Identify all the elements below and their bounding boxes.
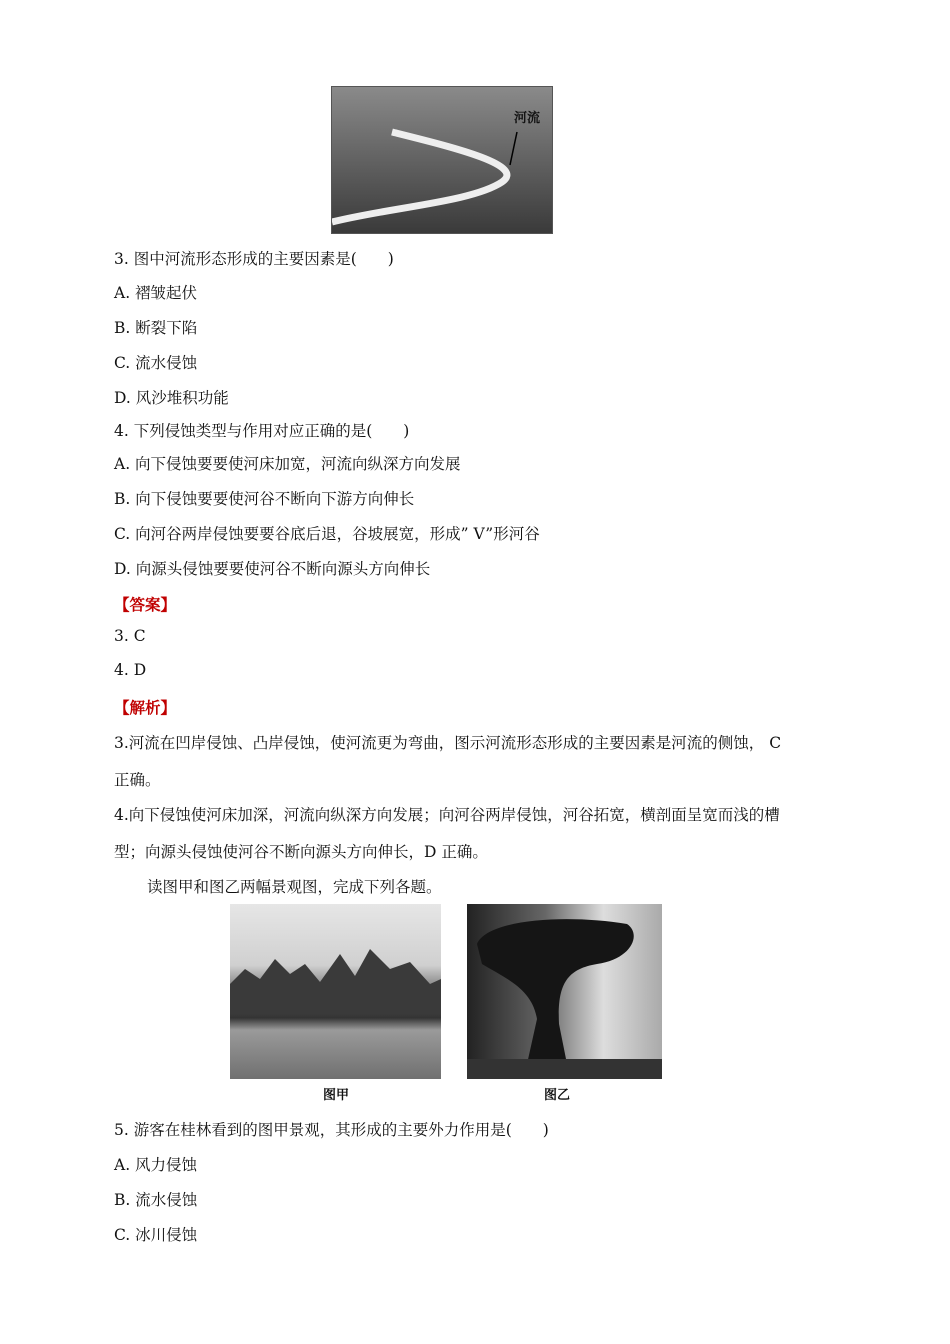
analysis-heading: 【解析】 — [114, 698, 177, 717]
river-label: 河流 — [514, 111, 541, 126]
answer-4: 4. D — [114, 661, 147, 679]
q3-option-d: D. 风沙堆积功能 — [114, 389, 229, 407]
q5-option-c: C. 冰川侵蚀 — [114, 1226, 198, 1244]
q4-option-c: C. 向河谷两岸侵蚀要要谷底后退，谷坡展宽，形成” V”形河谷 — [114, 525, 540, 543]
figure-yi-caption: 图乙 — [544, 1088, 571, 1103]
river-meander-image — [331, 86, 553, 234]
q4-option-d: D. 向源头侵蚀要要使河谷不断向源头方向伸长 — [114, 560, 431, 578]
q3-option-a: A. 褶皱起伏 — [114, 284, 198, 302]
answer-3: 3. C — [114, 627, 146, 645]
q5-stem: 5. 游客在桂林看到的图甲景观，其形成的主要外力作用是( ) — [114, 1121, 549, 1139]
q5-option-a: A. 风力侵蚀 — [114, 1156, 198, 1174]
q3-stem: 3. 图中河流形态形成的主要因素是( ) — [114, 250, 394, 268]
q3-option-b: B. 断裂下陷 — [114, 319, 198, 337]
answer-heading: 【答案】 — [114, 595, 177, 614]
q3-option-c: C. 流水侵蚀 — [114, 354, 198, 372]
q4-option-a: A. 向下侵蚀要要使河床加宽，河流向纵深方向发展 — [114, 455, 461, 473]
intro-text: 读图甲和图乙两幅景观图，完成下列各题。 — [147, 878, 442, 896]
analysis-line-3: 4.向下侵蚀使河床加深，河流向纵深方向发展；向河谷两岸侵蚀，河谷拓宽，横剖面呈宽而浅的槽 — [114, 806, 780, 824]
q4-stem: 4. 下列侵蚀类型与作用对应正确的是( ) — [114, 422, 410, 440]
analysis-line-4: 型；向源头侵蚀使河谷不断向源头方向伸长，D 正确。 — [114, 843, 488, 861]
analysis-line-1: 3.河流在凹岸侵蚀、凸岸侵蚀，使河流更为弯曲，图示河流形态形成的主要因素是河流的侧蚀， C — [114, 734, 782, 752]
mushroom-rock-image — [467, 904, 662, 1079]
karst-landscape-image — [230, 904, 441, 1079]
q4-option-b: B. 向下侵蚀要要使河谷不断向下游方向伸长 — [114, 490, 415, 508]
figure-jia-caption: 图甲 — [323, 1088, 350, 1103]
analysis-line-2: 正确。 — [114, 771, 161, 789]
q5-option-b: B. 流水侵蚀 — [114, 1191, 198, 1209]
